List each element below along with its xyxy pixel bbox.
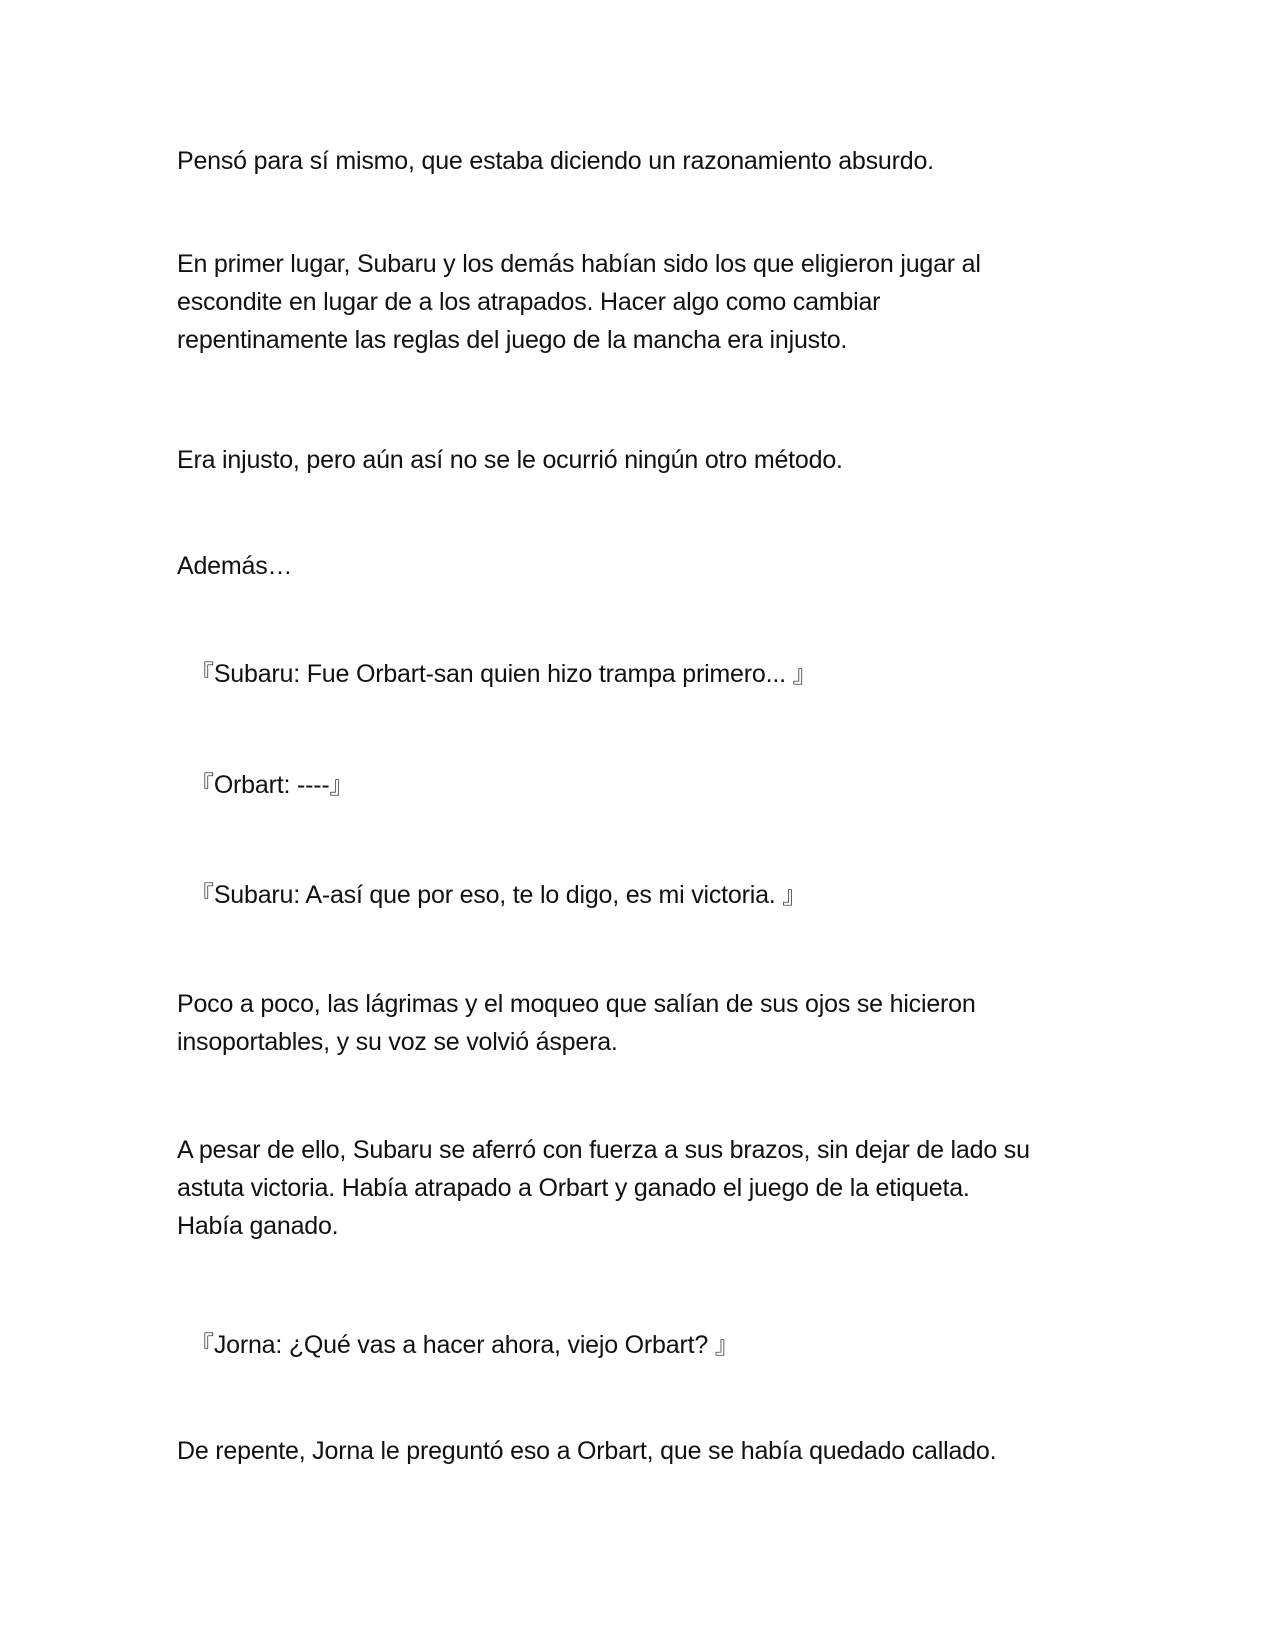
close-bracket: 』 bbox=[792, 660, 817, 688]
open-bracket: 『 bbox=[190, 1331, 214, 1359]
paragraph: Además… bbox=[177, 552, 293, 580]
dialogue-line bbox=[190, 655, 1130, 693]
dialogue-line bbox=[190, 766, 1130, 804]
open-bracket: 『 bbox=[190, 881, 214, 909]
close-bracket: 』 bbox=[714, 1331, 739, 1359]
paragraph: Pensó para sí mismo, que estaba diciendo un razonamiento absurdo. bbox=[177, 147, 934, 175]
paragraph: En primer lugar, Subaru y los demás habían sido los que eligieron jugar al escondite en lugar de a los atrapados. Hacer algo como cambiar repentinamente las reglas del juego de la mancha era injusto. bbox=[177, 250, 981, 354]
open-bracket: 『 bbox=[190, 771, 214, 799]
open-bracket: 『 bbox=[190, 660, 214, 688]
dialogue-text: Subaru: Fue Orbart-san quien hizo trampa primero... bbox=[213, 660, 793, 688]
dialogue-text: Subaru: A-así que por eso, te lo digo, es mi victoria. bbox=[213, 881, 783, 909]
paragraph: A pesar de ello, Subaru se aferró con fuerza a sus brazos, sin dejar de lado su astuta victoria. Había atrapado a Orbart y ganado el juego de la etiqueta. Había ganado. bbox=[177, 1136, 1030, 1240]
close-bracket: 』 bbox=[782, 881, 807, 909]
dialogue-text: Jorna: ¿Qué vas a hacer ahora, viejo Orbart? bbox=[213, 1331, 715, 1359]
close-bracket: 』 bbox=[329, 771, 354, 799]
dialogue-line bbox=[190, 1326, 1130, 1364]
dialogue-text: Orbart: ---- bbox=[213, 771, 330, 799]
paragraph: De repente, Jorna le preguntó eso a Orbart, que se había quedado callado. bbox=[177, 1437, 997, 1465]
dialogue-line bbox=[190, 876, 1130, 914]
paragraph: Poco a poco, las lágrimas y el moqueo que salían de sus ojos se hicieron insoportables, y su voz se volvió áspera. bbox=[177, 990, 976, 1056]
paragraph: Era injusto, pero aún así no se le ocurrió ningún otro método. bbox=[177, 446, 843, 474]
